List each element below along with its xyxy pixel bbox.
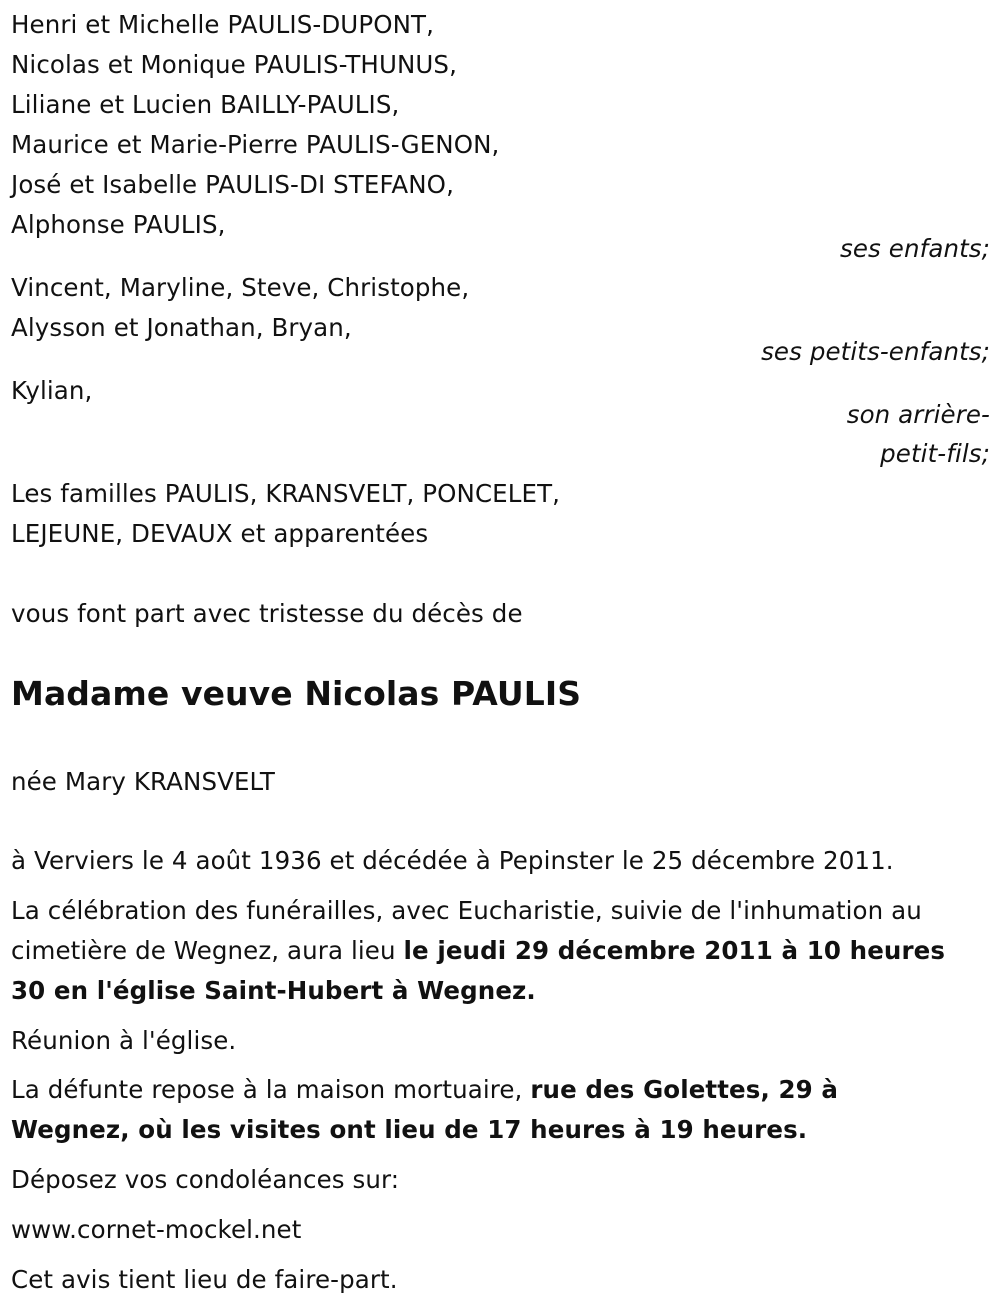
- child-line: Nicolas et Monique PAULIS-THUNUS,: [11, 50, 457, 79]
- child-line: José et Isabelle PAULIS-DI STEFANO,: [11, 170, 454, 199]
- children-role: ses enfants;: [840, 234, 990, 263]
- birth-death: à Verviers le 4 août 1936 et décédée à Pepinster le 25 décembre 2011.: [11, 846, 894, 875]
- funeral-line: La célébration des funérailles, avec Eucharistie, suivie de l'inhumation au: [11, 896, 922, 925]
- funeral-place-bold: 30 en l'église Saint-Hubert à Wegnez.: [11, 976, 536, 1005]
- rest-visits-bold: Wegnez, où les visites ont lieu de 17 heures à 19 heures.: [11, 1115, 808, 1144]
- rest-line: [11, 1075, 838, 1105]
- announcement: vous font part avec tristesse du décès de: [11, 599, 523, 628]
- child-line: Alphonse PAULIS,: [11, 210, 226, 239]
- great-grandchild-role-line2: petit-fils;: [880, 439, 990, 468]
- rest-line: [11, 1115, 807, 1145]
- condolences-label: Déposez vos condoléances sur:: [11, 1165, 400, 1194]
- great-grandchild: Kylian,: [11, 376, 93, 405]
- grandchildren-role: ses petits-enfants;: [761, 337, 990, 366]
- child-line: Henri et Michelle PAULIS-DUPONT,: [11, 10, 434, 39]
- funeral-text: cimetière de Wegnez, aura lieu: [11, 936, 404, 965]
- child-line: Maurice et Marie-Pierre PAULIS-GENON,: [11, 130, 500, 159]
- website-link[interactable]: www.cornet-mockel.net: [11, 1215, 302, 1244]
- families-line: LEJEUNE, DEVAUX et apparentées: [11, 519, 429, 548]
- rest-address-bold: rue des Golettes, 29 à: [530, 1075, 839, 1104]
- closing-note: Cet avis tient lieu de faire-part.: [11, 1265, 398, 1294]
- maiden-name: née Mary KRANSVELT: [11, 767, 275, 796]
- funeral-date-bold: le jeudi 29 décembre 2011 à 10 heures: [403, 936, 946, 965]
- great-grandchild-role-line1: son arrière-: [846, 400, 990, 429]
- funeral-line: [11, 936, 945, 966]
- deceased-name: Madame veuve Nicolas PAULIS: [11, 674, 582, 713]
- child-line: Liliane et Lucien BAILLY-PAULIS,: [11, 90, 400, 119]
- rest-text: La défunte repose à la maison mortuaire,: [11, 1075, 531, 1104]
- grandchild-line: Vincent, Maryline, Steve, Christophe,: [11, 273, 470, 302]
- grandchild-line: Alysson et Jonathan, Bryan,: [11, 313, 352, 342]
- families-line: Les familles PAULIS, KRANSVELT, PONCELET,: [11, 479, 561, 508]
- meeting-info: Réunion à l'église.: [11, 1026, 237, 1055]
- funeral-line: [11, 976, 536, 1006]
